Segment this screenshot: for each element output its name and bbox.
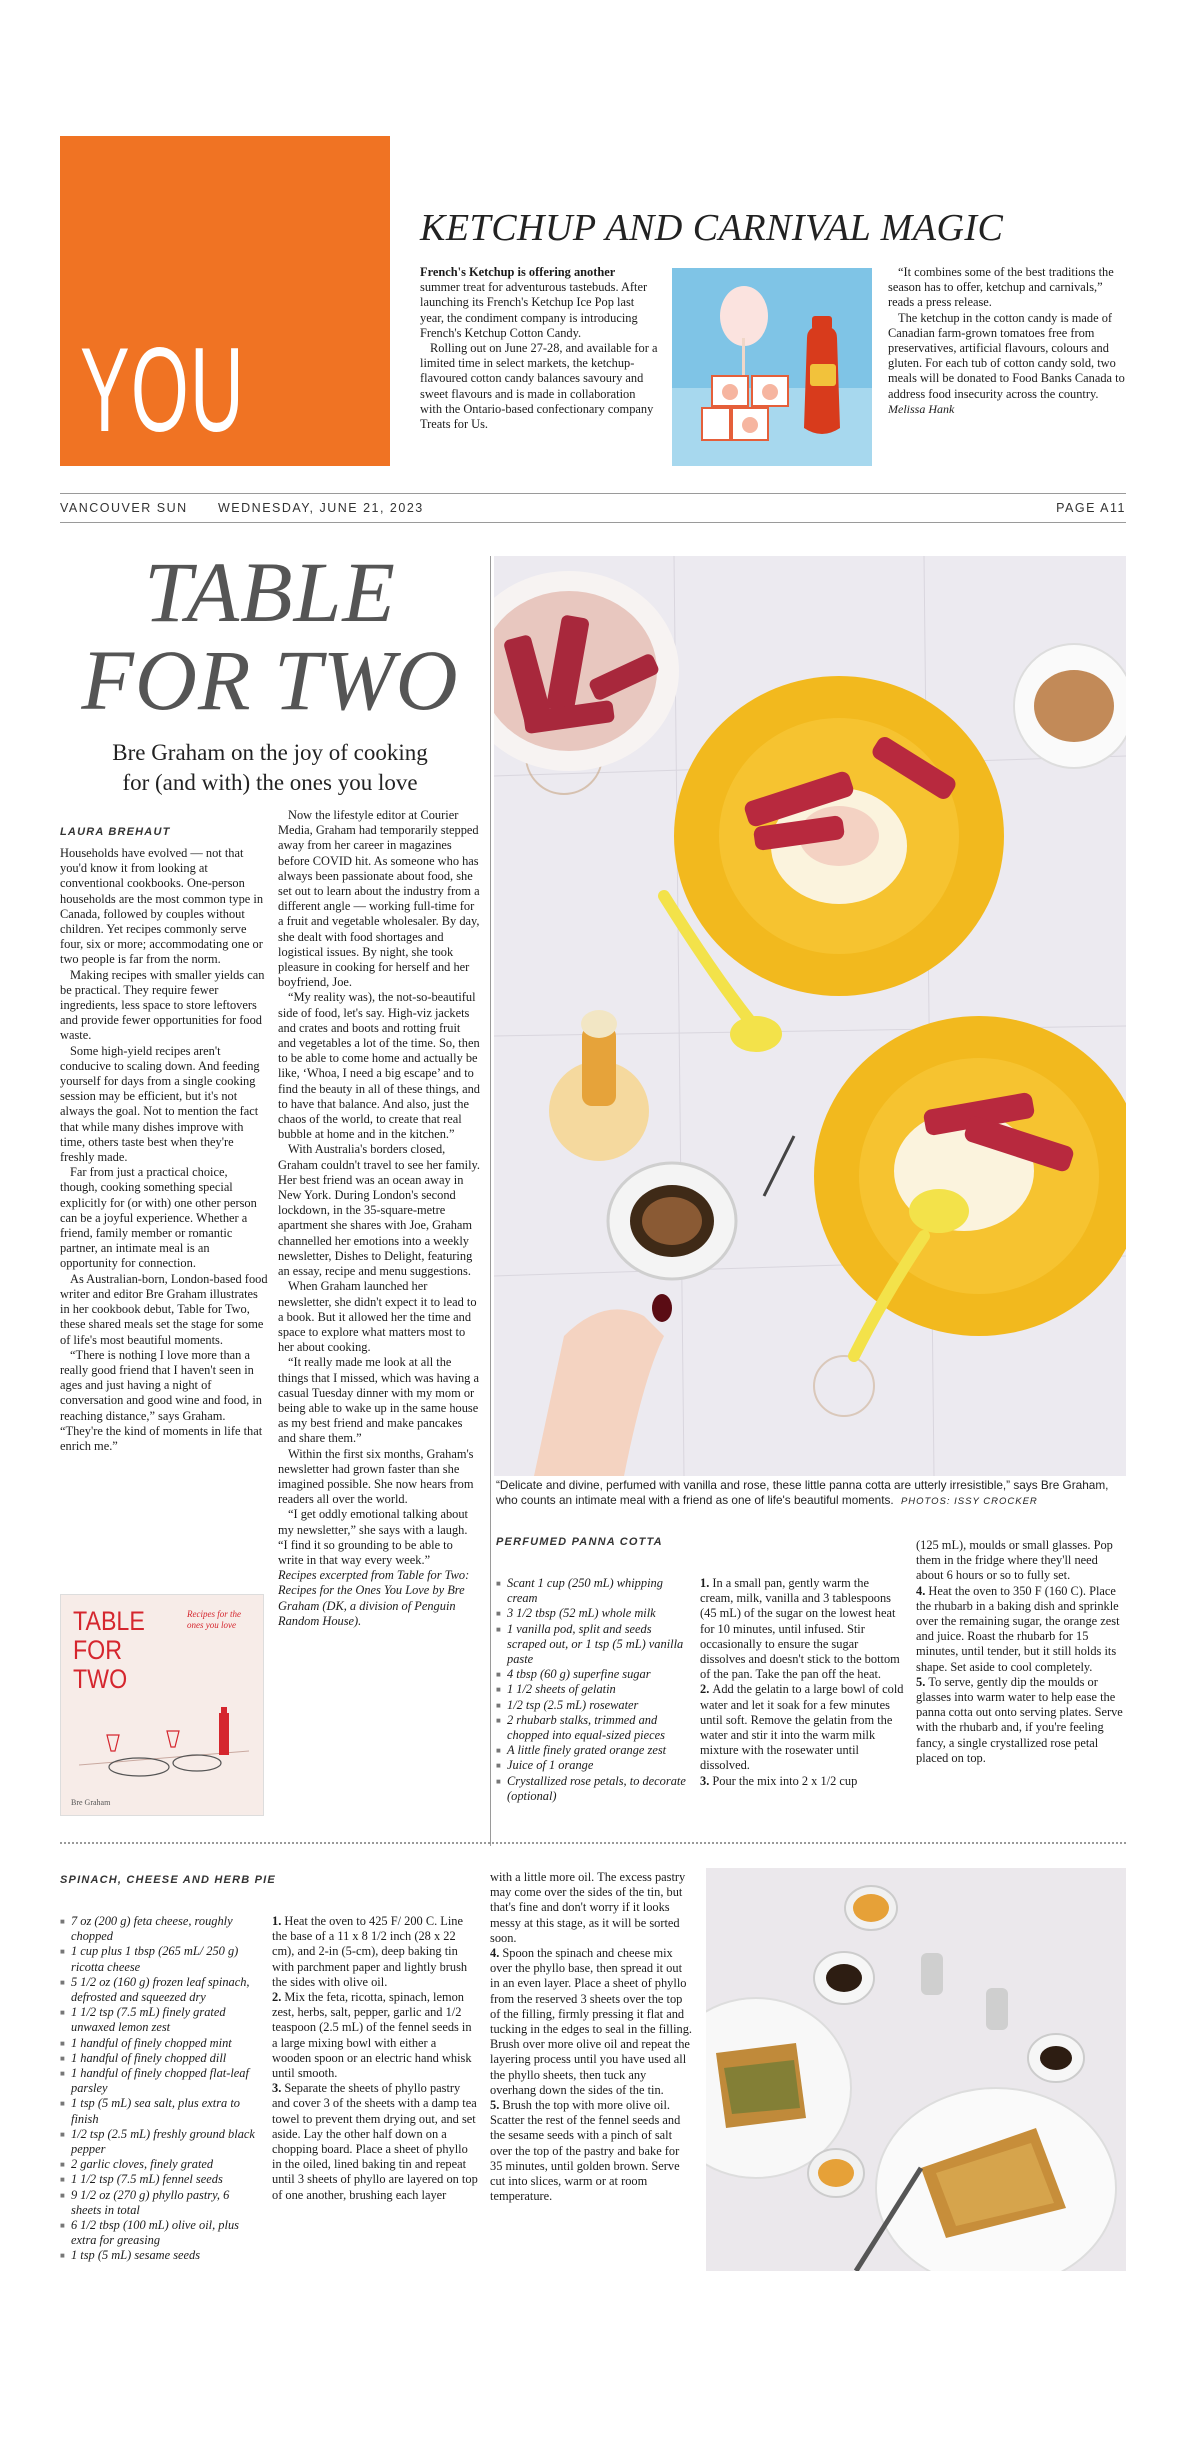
step-number: 1. <box>700 1576 713 1590</box>
ingredient-item: ■ A little finely grated orange zest <box>496 1743 686 1758</box>
step-number: 2. <box>272 1990 285 2005</box>
step-text: Brush the top with more olive oil. Scatter the rest of the fennel seeds and the sesame seeds with a pinch of salt over the top of the pastry and bake for 35 minutes, until golden brown. Serve cut into slices, warm or at room temperature. <box>490 2098 681 2204</box>
step-text: Add the gelatin to a large bowl of cold water and let it soak for a few minutes until soft. Remove the gelatin from the water and stir it into the warm milk mixture with the rosewater until dissolved. <box>700 1682 904 1773</box>
ingredient-item: ■ 4 tbsp (60 g) superfine sugar <box>496 1667 686 1682</box>
recipe1-steps-col1 <box>700 1576 904 1789</box>
recipe-step <box>700 1774 904 1789</box>
paragraph: Far from just a practical choice, though, cooking something special explicitly for (or with) one other person can be a joyful experience. Whether a friend, family member or romantic partner, an intimate meal is an opportunity for connection. <box>60 1165 257 1271</box>
ingredient-item: ■ Juice of 1 orange <box>496 1758 686 1773</box>
article-deck: Bre Graham on the joy of cooking for (and with) the ones you love <box>112 740 428 795</box>
paragraph: When Graham launched her newsletter, she didn't expect it to lead to a book. But it allowed her the time and space to explore what matters most to her about cooking. <box>278 1279 477 1355</box>
paragraph: With Australia's borders closed, Graham couldn't travel to see her family. Her best friend was an ocean away in New York. During London's second lockdown, in the 35-square-metre apartment she shares with Joe, Graham channelled her emotions into a weekly newsletter, Dishes to Delight, featuring an essay, recipe and menu suggestions. <box>278 1142 481 1279</box>
paragraph: “It really made me look at all the things that I missed, which was having a casual Tuesday dinner with my mom or being able to wake up in the same house as my best friend and make pancakes and share them.” <box>278 1355 479 1446</box>
ingredient-item: ■ 1 handful of finely chopped flat-leaf parsley <box>60 2066 260 2096</box>
recipe-step <box>272 2081 478 2203</box>
folio-date: WEDNESDAY, JUNE 21, 2023 <box>218 501 424 515</box>
book-cover-subtitle: Recipes for the ones you love <box>187 1609 241 1630</box>
ingredient-item: ■ 1/2 tsp (2.5 mL) rosewater <box>496 1698 686 1713</box>
ingredient-item: ■ 1 1/2 tsp (7.5 mL) fennel seeds <box>60 2172 260 2187</box>
step-number: 4. <box>916 1583 929 1598</box>
ingredient-item: ■ 2 garlic cloves, finely grated <box>60 2157 260 2172</box>
ingredient-item: ■ 1 tsp (5 mL) sesame seeds <box>60 2248 260 2263</box>
book-cover-table-illustration <box>79 1705 249 1795</box>
step-number: 1. <box>272 1914 285 1928</box>
recipe2-steps-col1 <box>272 1914 478 2203</box>
folio-paper: VANCOUVER SUN <box>60 501 188 515</box>
recipe2-steps-col2 <box>490 1870 694 2204</box>
ingredient-item: ■ 1 1/2 sheets of gelatin <box>496 1682 686 1697</box>
ingredient-item: ■ 5 1/2 oz (160 g) frozen leaf spinach, defrosted and squeezed dry <box>60 1975 260 2005</box>
recipe-step <box>700 1576 904 1682</box>
recipe-step <box>916 1675 1126 1766</box>
brief-col1: French's Ketchup is offering another summer treat for adventurous tastebuds. After launching its French's Ketchup Ice Pop last year, the condiment company is introducing French's Ketchup Cotton Candy. Rolling out on June 27-28, and available for a limited time in select markets, the ketchup-flavoured cotton candy balances savoury and sweet flavours and is made in collaboration with the Ontario-based confectionary company Treats for Us. <box>420 265 658 432</box>
cotton-candy-illustration <box>672 268 872 466</box>
ingredient-item: ■ 1 tsp (5 mL) sea salt, plus extra to finish <box>60 2096 260 2126</box>
ingredient-item: ■ 9 1/2 oz (270 g) phyllo pastry, 6 sheets in total <box>60 2188 260 2218</box>
step-text: In a small pan, gently warm the cream, milk, vanilla and 3 tablespoons (45 mL) of the sugar on the lowest heat for 10 minutes, until infused. Stir occasionally to ensure the sugar dissolves and doesn't stick to the bottom of the pan. Take the pan off the heat. <box>700 1576 900 1682</box>
recipe-step <box>490 2098 694 2204</box>
step-number: 3. <box>700 1773 713 1788</box>
step-number: 2. <box>700 1682 713 1697</box>
recipe-step <box>272 1914 478 1990</box>
brief-lead: French's Ketchup is offering another <box>420 265 616 279</box>
pie-photo <box>706 1868 1126 2271</box>
section-badge <box>60 136 390 466</box>
ingredient-item: ■ 3 1/2 tbsp (52 mL) whole milk <box>496 1606 686 1621</box>
step-text: Separate the sheets of phyllo pastry and cover 3 of the sheets with a damp tea towel to prevent them drying out, and set aside. Lay the other half down on a chopping board. Place a sheet of phyllo in the oiled, lined baking tin and repeat until 3 sheets of phyllo are layered on top of one another, brushing each layer <box>272 2081 478 2202</box>
recipe-step <box>916 1584 1126 1675</box>
recipe1-title: PERFUMED PANNA COTTA <box>496 1536 663 1548</box>
step-continuation: with a little more oil. The excess pastry may come over the sides of the tin, but that's fine and don't worry if it looks messy at this stage, as it will be sorted soon. <box>490 1870 686 1945</box>
headline-line-2: FOR TWO <box>81 632 459 728</box>
ingredient-item: ■ Scant 1 cup (250 mL) whipping cream <box>496 1576 686 1606</box>
pie-illustration <box>706 1868 1126 2271</box>
paragraph: Households have evolved — not that you'd know it from looking at conventional cookbooks. One-person households are the most common type in Canada, followed by couples without children. Yet recipes commonly serve four, six or more; accommodating one or two people is far from the norm. <box>60 846 264 967</box>
recipe-step <box>490 1946 694 2098</box>
step-text: Mix the feta, ricotta, spinach, lemon zest, herbs, salt, pepper, garlic and 1/2 teaspoon (2.5 mL) of the fennel seeds in a large mixing bowl with either a wooden spoon or an electric hand whisk until smooth. <box>272 1990 472 2081</box>
ingredient-item: ■ 1/2 tsp (2.5 mL) freshly ground black pepper <box>60 2127 260 2157</box>
step-number: 5. <box>490 2098 503 2113</box>
ingredient-item: ■ 2 rhubarb stalks, trimmed and chopped into equal-sized pieces <box>496 1713 686 1743</box>
ingredient-item: ■ 1 1/2 tsp (7.5 mL) finely grated unwaxed lemon zest <box>60 2005 260 2035</box>
headline-line-1: TABLE <box>144 544 396 640</box>
paragraph: “My reality was), the not-so-beautiful side of food, let's say. High-viz jackets and crates and boots and rotting fruit and vegetables a lot of the time. So, then to be able to come home and actually be like, ‘Whoa, I need a big escape’ and to find the beauty in all of these things, and to have that balance. And also, just the chaos of the world, to create that real bubble at home and in the kitchen.” <box>278 990 480 1142</box>
step-text: Pour the mix into 2 x 1/2 cup <box>712 1773 858 1788</box>
panna-cotta-photo <box>494 556 1126 1476</box>
photo-caption: “Delicate and divine, perfumed with vanilla and rose, these little panna cotta are utterly irresistible,” says Bre Graham, who counts an intimate meal with a friend as one of life's beautiful moments. PHOTOS: ISSY CROCKER <box>496 1478 1109 1507</box>
article-col1 <box>60 846 268 1454</box>
ingredient-item: ■ 1 cup plus 1 tbsp (265 mL/ 250 g) ricotta cheese <box>60 1944 260 1974</box>
step-text: Heat the oven to 425 F/ 200 C. Line the base of a 11 x 8 1/2 inch (28 x 22 cm), and 2-in (5-cm), deep baking tin with parchment paper and lightly brush the sides with olive oil. <box>272 1914 468 1989</box>
ingredient-item: ■ 7 oz (200 g) feta cheese, roughly chopped <box>60 1914 260 1944</box>
paragraph: Some high-yield recipes aren't conducive to scaling down. And feeding yourself for days from a single cooking session may be efficient, but it's not always the goal. Not to mention the fact that while many dishes improve with time, others taste best when they're freshly made. <box>60 1043 260 1165</box>
cotton-candy-photo <box>672 268 872 466</box>
paragraph: As Australian-born, London-based food writer and editor Bre Graham illustrates in her cookbook debut, Table for Two, these shared meals set the stage for some of life's most beautiful moments. <box>60 1271 268 1347</box>
ingredient-item: ■ 6 1/2 tbsp (100 mL) olive oil, plus extra for greasing <box>60 2218 260 2248</box>
step-text: To serve, gently dip the moulds or glasses into warm water to help ease the panna cotta out onto serving plates. Serve with the rhubarb and, if you're feeling fancy, a single crystallized rose petal placed on top. <box>916 1674 1123 1765</box>
book-cover-author: Bre Graham <box>71 1798 111 1807</box>
article-byline: LAURA BREHAUT <box>60 826 171 838</box>
excerpt-note: Recipes excerpted from Table for Two: Recipes for the Ones You Love by Bre Graham (DK, a division of Penguin Random House). <box>278 1568 470 1628</box>
recipe-step <box>700 1682 904 1773</box>
photo-credit: PHOTOS: ISSY CROCKER <box>900 1496 1038 1507</box>
book-cover-title: TABLE FOR TWO <box>73 1606 145 1694</box>
step-text: Heat the oven to 350 F (160 C). Place the rhubarb in a baking dish and sprinkle over the remaining sugar, the orange zest and juice. Roast the rhubarb for 15 minutes, until tender, but it still holds its shape. Set aside to cool completely. <box>916 1583 1120 1674</box>
article-headline <box>60 544 480 728</box>
book-cover <box>60 1594 264 1816</box>
step-text: Spoon the spinach and cheese mix over the phyllo base, then spread it out in an even layer. Place a sheet of phyllo from the reserved 3 sheets over the top of the filling, firmly pressing it flat and tucking in the edges to seal in the filling. Brush over more olive oil and repeat the layering process until you have used all the phyllo sheets, then tuck any overhang down the sides of the tin. <box>490 1946 692 2097</box>
ingredient-item: ■ 1 vanilla pod, split and seeds scraped out, or 1 tsp (5 mL) vanilla paste <box>496 1622 686 1668</box>
step-number: 3. <box>272 2081 285 2096</box>
paragraph: Within the first six months, Graham's newsletter had grown faster than she imagined possible. She now hears from readers all over the world. <box>278 1446 474 1507</box>
panna-cotta-illustration <box>494 556 1126 1476</box>
ingredient-item: ■ 1 handful of finely chopped dill <box>60 2051 260 2066</box>
section-badge-label: YOU <box>80 323 245 457</box>
recipe1-ingredients <box>496 1576 686 1804</box>
step-number: 5. <box>916 1674 929 1689</box>
recipe1-steps-col2 <box>916 1538 1126 1766</box>
ingredient-item: ■ Crystallized rose petals, to decorate (optional) <box>496 1774 686 1804</box>
paragraph: Now the lifestyle editor at Courier Media, Graham had temporarily stepped away from her career in magazines before COVID hit. As someone who has always been passionate about food, she set out to learn about the industry from a different angle — working full-time for a fruit and vegetable wholesaler. By day, she dealt with food shortages and logistical issues. By night, she took pleasure in cooking for herself and her boyfriend, Joe. <box>278 808 480 990</box>
folio-page: PAGE A11 <box>1056 501 1126 515</box>
paragraph: “There is nothing I love more than a really good friend that I haven't seen in ages and just having a night of conversation and good wine and food, in reaching distance,” says Graham. “They're the kind of moments in life that enrich me.” <box>60 1347 263 1453</box>
ingredient-item: ■ 1 handful of finely chopped mint <box>60 2036 260 2051</box>
paragraph: “I get oddly emotional talking about my newsletter,” she says with a laugh. “I find it so grounding to be able to write in that way every week.” <box>278 1507 468 1567</box>
paragraph: Making recipes with smaller yields can be practical. They require fewer ingredients, less space to store leftovers and provide fewer opportunities for food waste. <box>60 967 265 1043</box>
recipe2-title: SPINACH, CHEESE AND HERB PIE <box>60 1874 276 1886</box>
brief-byline: Melissa Hank <box>888 401 955 416</box>
brief-title: KETCHUP AND CARNIVAL MAGIC <box>420 207 1004 249</box>
step-continuation: (125 mL), moulds or small glasses. Pop them in the fridge where they'll need about 6 hours or so to fully set. <box>916 1538 1113 1583</box>
article-col2 <box>278 808 480 1629</box>
step-number: 4. <box>490 1946 503 1961</box>
brief-col3: “It combines some of the best traditions the season has to offer, ketchup and carnivals,” reads a press release. The ketchup in the cotton candy is made of Canadian farm-grown tomatoes free from preservatives, artificial flavours, colours and gluten. For each tub of cotton candy sold, two meals will be donated to Food Banks Canada to address food insecurity across the country. Melissa Hank <box>888 265 1125 416</box>
recipe2-ingredients <box>60 1914 260 2264</box>
recipe-step <box>272 1990 478 2081</box>
